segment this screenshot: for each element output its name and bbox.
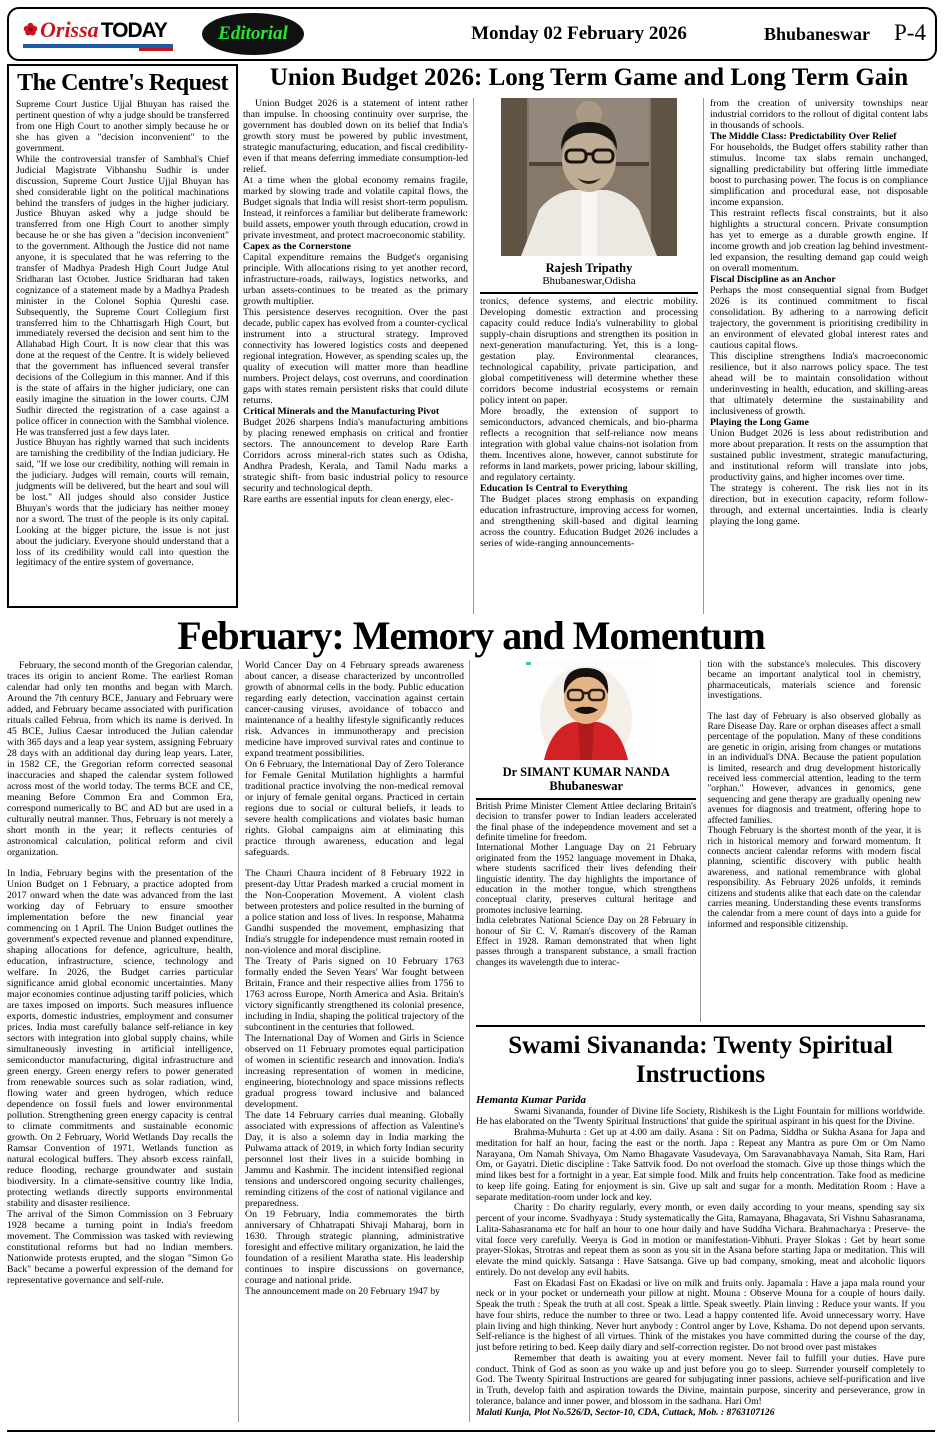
author-photo-block	[480, 98, 698, 294]
paragraph: India celebrates National Science Day on 28 February in honour of Sir C. V. Raman's discovery of the Raman Effect in 1928. Raman demonstrated that when light passes through a transparent substance, a small fraction changes its wavelength due to interac-	[476, 916, 697, 968]
section-subhead: Education Is Central to Everything	[480, 482, 628, 494]
article-february	[7, 613, 935, 1430]
paragraph: Though February is the shortest month of the year, it is rich in historical memory and forward momentum. It connects ancient calendar reforms with modern fiscal planning, scientific discovery with public health awareness, and national remembrance with global responsibility. As February 2026 unfolds, it reminds citizens and students alike that each date on the calendar carries meaning. Understanding these events transforms the calendar from a mere count of days into a guide for informed and responsible citizenship.	[707, 826, 921, 930]
paragraph: On 19 February, India commemorates the birth anniversary of Chhatrapati Shivaji Maharaj, born in 1630. Through strategic planning, administrative foresight and effective military organization, he laid the foundation of a resilient Maratha state. His leadership continues to inspire discussions on governance, courage and national pride.	[245, 1209, 464, 1286]
photo-caption-location-2: Bhubaneswar	[549, 779, 624, 794]
paragraph: Remember that death is awaiting you at every moment. Never fail to fulfill your duties. Have pure conduct. Think of God as soon as you wake up and just before you go to sleep. Surrender yourself completely to God. The Twenty Spiritual Instructions are geared for subjugating inner passions, achieve self-purification and live in Truth, develop faith and aspiration towards the Divine, maintain purpose, sincerity and perseverance, grow in tolerance, balance and inner power, and blossom in the sadhana. Hari Om!	[476, 1352, 925, 1407]
paragraph: This restraint reflects fiscal constraints, but it also highlights a structural concern. Private consumption has yet to emerge as a durable growth engine. If income growth and job creation lag behind investment-led expansion, the resulting demand gap could weigh on overall momentum.	[710, 207, 928, 274]
union-budget-col-2	[473, 98, 703, 614]
editorial-badge	[202, 13, 304, 55]
section-subhead: Critical Minerals and the Manufacturing Pivot	[243, 405, 440, 417]
flower-icon	[23, 22, 38, 37]
paragraph: February, the second month of the Gregorian calendar, traces its origin to ancient Rome. The earliest Roman calendar had only ten months and began with March. Around the 7th century BCE, January and February were added, and February became associated with purification rituals called Februa, from which its name is derived. In 45 BCE, Julius Caesar introduced the Julian calendar with 365 days and a leap year system, assigning February 28 days with an additional day during leap years. Later, in 1582 CE, the Gregorian reform corrected seasonal inaccuracies and shaped the calendar system followed across most of the world today. The terms BCE and CE, meaning Before Common Era and Common Era, correspond numerically to BC and AD but are used in a culturally neutral manner. Thus, February is not merely a short month in the year; it reflects centuries of astronomical calculation, political reform and civil organization.	[7, 660, 233, 858]
paragraph: Brahma-Muhurta : Get up at 4.00 am daily. Asana : Sit on Padma, Siddha or Sukha Asana for Japa and meditation for half an hour, facing the east or the north. Japa : Repeat any Mantra as pure Om or Om Namo Narayana, Om Namah Shivaya, Om Namo Bhagavate Vasudevaya, Om Saravanabhavaya Namah, Sita Ram, Hari Om, or Gayatri. Dietic discipline : Take Sattvik food. Do not overload the stomach. Give up those things which the mind likes best for a fortnight in a year. Eat simple food. Milk and fruits help concentration. Take food as medicine to keep life going. Eating for enjoyment is sin. Give up salt and sugar for a month. Meditation Room : Have a separate meditation-room under lock and key.	[476, 1127, 925, 1203]
logo-underline	[23, 44, 173, 48]
paragraph: The arrival of the Simon Commission on 3 February 1928 became a turning point in India's freedom movement. The Commission was tasked with reviewing constitutional reforms but had no Indian members. Nationwide protests erupted, and the slogan "Simon Go Back" became a powerful expression of the demand for representative governance and self-rule.	[7, 1209, 233, 1286]
february-col-3	[476, 660, 700, 1022]
paragraph: from the creation of university townships near industrial corridors to the rollout of digital content labs in thousands of schools.	[710, 97, 928, 131]
section-subhead: The Middle Class: Predictability Over Relief	[710, 130, 897, 142]
article-centres-request	[7, 64, 238, 608]
february-right-half	[469, 660, 925, 1422]
union-budget-col-2-text	[480, 296, 698, 549]
edition-city: Bhubaneswar	[763, 24, 871, 44]
paragraph: Union Budget 2026 is less about redistribution and more about preparation. It rests on the assumption that sustained public investment, strategic manufacturing, and institutional reform will translate into jobs, productivity gains, and higher incomes over time.	[710, 427, 928, 483]
paragraph: The strategy is coherent. The risk lies not in its direction, but in execution capacity, reform follow-through, and external uncertainties. India is clearly playing the long game.	[710, 482, 928, 527]
paragraph: More broadly, the extension of support to semiconductors, advanced chemicals, and bio-pharma reflects a recognition that self-reliance now means integration with global value chains-not isolation from them. Incentives alone, however, cannot substitute for reforms in land markets, power pricing, labour skilling, and regulatory certainty.	[480, 405, 698, 483]
paragraph: The International Day of Women and Girls in Science observed on 11 February promotes equal participation of women in scientific research and innovation. India's increasing representation of women in medicine, engineering, biotechnology and space missions reflects gradual progress toward inclusive and balanced development.	[245, 1033, 464, 1110]
paragraph: Charity : Do charity regularly, every month, or even daily according to your means, spending say six percent of your income. Svadhyaya : Study systematically the Gita, Ramayana, Bhagavata, Sri Vishnu Sahasranama, Lalita-Sahasranama etc for half an hour to one hour daily and have Suddha Vichara. Brahmacharya : Preserve- the vital force very carefully. Veerya is God in motion or manifestation-Vibhuti. Prayer Slokas : Get by heart some prayer-Slokas, Strotras and repeat them as soon as you sit in the Asana before starting Japa or meditation. This will elevate the mind quickly. Satsanga : Have Satsanga. Give up bad company, smoking, meat and alcoholic liquors entirely. Do not develop any evil habits.	[476, 1202, 925, 1278]
logo-tagline-mark	[139, 48, 173, 51]
editorial-badge-label: Editorial	[218, 23, 288, 44]
article-union-budget	[243, 64, 935, 620]
february-col-2	[238, 660, 469, 1422]
section-subhead: Capex as the Cornerstone	[243, 240, 352, 252]
section-subhead: Fiscal Discipline as an Anchor	[710, 273, 836, 285]
sivananda-body	[476, 1107, 925, 1419]
paragraph: For households, the Budget offers stability rather than stimulus. Income tax slabs remain unchanged, signalling predictability but offering little immediate boost to purchasing power. The focus is on compliance simplification and procedural ease, not disposable income expansion.	[710, 141, 928, 208]
rajesh-tripathy-photo	[501, 98, 677, 256]
paragraph: This persistence deserves recognition. Over the past decade, public capex has evolved from a counter-cyclical instrument into a structural strategy. Improved connectivity has lowered logistics costs and deepened regional integration. However, as spending scales up, the quality of execution will matter more than headline numbers. Project delays, cost overruns, and coordination gaps with states remain persistent risks that could dilute returns.	[243, 306, 468, 406]
paragraph: The announcement made on 20 February 1947 by	[245, 1286, 441, 1297]
paragraph: Swami Sivananda, founder of Divine life Society, Rishikesh is the Light Fountain for millions worldwide. He has elaborated on the 'Twenty Spiritual Instructions' that guide the spiritual aspirant in his quest for the Divine.	[476, 1105, 925, 1128]
february-col-3-text	[476, 802, 696, 969]
paragraph: The last day of February is also observed globally as Rare Disease Day. Rare or orphan diseases affect a small percentage of the population. Many of these conditions are genetic in origin, arising from changes or mutations in an individual's DNA. Because the patient population is limited, research and drug development historically received less commercial attention, leading to the term "orphan." However, advances in genomics, gene sequencing and gene therapy are gradually opening new avenues for diagnosis and treatment, offering hope to affected families.	[707, 711, 921, 826]
caption-divider-2	[476, 798, 696, 800]
sivananda-title-line2: Instructions	[635, 1060, 766, 1088]
paragraph: World Cancer Day on 4 February spreads awareness about cancer, a disease characterized by uncontrolled growth of abnormal cells in the body. Public education regarding early detection, vaccination against certain cancer-causing viruses, avoidance of tobacco and maintenance of a healthy lifestyle significantly reduces risk. Advances in immunotherapy and precision medicine have improved survival rates and continue to expand treatment possibilities.	[245, 660, 464, 759]
photo-caption-location: Bhubaneswar,Odisha	[542, 274, 636, 287]
paragraph: At a time when the global economy remains fragile, marked by slowing trade and volatile capital flows, the Budget signals that India will resist short-term populism. Instead, it reinforces a familiar but deliberate framework: build assets, empower youth through education, crowd in private investment, and protect macroeconomic stability.	[243, 174, 468, 241]
paragraph: This discipline strengthens India's macroeconomic resilience, but it also narrows policy space. The test ahead will be to maintain consolidation without underinvesting in health, education, and skilling-areas that ultimately determine the sustainability and inclusiveness of growth.	[710, 350, 928, 417]
paragraph: Capital expenditure remains the Budget's organising principle. With allocations rising to yet another record, infrastructure-roads, railways, logistics networks, and urban assets-continues to be treated as the primary growth multiplier.	[243, 251, 468, 307]
paragraph: The Budget places strong emphasis on expanding education infrastructure, improving access for women, and strengthening skill-based and digital learning across the country. Education Budget 2026 includes a series of wide-ranging announcements-	[480, 493, 698, 549]
union-budget-title: Union Budget 2026: Long Term Game and Long Term Gain	[269, 64, 909, 91]
paragraph: On 6 February, the International Day of Zero Tolerance for Female Genital Mutilation highlights a harmful traditional practice involving the non-medical removal or injury of female genital organs. Practiced in certain regions due to social or cultural beliefs, it leads to severe health complications and violates basic human rights. Global campaigns aim at eliminating this practice through awareness, education and legal safeguards.	[245, 759, 464, 858]
photo-caption-name-2: Dr SIMANT KUMAR NANDA	[502, 765, 670, 779]
paragraph: Fast on Ekadasi Fast on Ekadasi or live on milk and fruits only. Japamala : Have a japa mala round your neck or in your pocket or underneath your pillow at night. Mouna : Observe Mouna for a couple of hours daily. Speak the truth : Speak the truth at all cost. Speak a little. Speak sweetly. Plain linving : Reduce your wants. If you have four shirts, reduce the number to three or two. Lead a happy contented life. Avoid unnecessary worry. Have plain living and high thinking. Never hurt anybody : Control anger by Love, Kshama. Do not depend upon servants. Self-reliance is the highest of all virtues. Think of the mistakes you have committed during the course of the day, just before retiring to bed. Keep daily diary and self-correction register. Do not brood over past mistakes	[476, 1277, 925, 1353]
masthead	[7, 7, 937, 61]
centres-request-body	[16, 100, 229, 569]
paragraph: tronics, defence systems, and electric mobility. Developing domestic extraction and processing capacity could reduce India's vulnerability to global supply-chain disruptions and strengthen its position in next-generation manufacturing. Yet, this is a long-gestation play. Environmental clearances, technological capability, private participation, and global competitiveness will determine whether these corridors become industrial ecosystems or remain policy intent on paper.	[480, 295, 698, 406]
paragraph: tion with the substance's molecules. This discovery became an important analytical tool in chemistry, pharmaceuticals, materials science and forensic investigations.	[707, 660, 921, 702]
paragraph: In India, February begins with the presentation of the Union Budget on 1 February, a practice adopted from 2017 onward when the date was advanced from the last working day of February to ensure smoother implementation before the new financial year commencing on 1 April. The Union Budget outlines the government's expected revenue and planned expenditure, shaping allocations for defence, agriculture, health, education, infrastructure, science, technology and welfare. In 2026, the Budget carries particular significance amid global economic uncertainties. Many major economies continue adjusting tariff policies, which are taxes imposed on imports. Such measures influence exports, domestic industries, employment and consumer prices. India must carefully balance self-reliance in key sectors with integration into global supply chains, while simultaneously investing in artificial intelligence, semiconductor manufacturing, digital infrastructure and green energy. Green energy refers to power generated from renewable sources such as solar radiation, wind, flowing water and green hydrogen, which reduce dependence on fossil fuels and lower environmental pollution. Strengthening green energy capacity is central to climate commitments and sustainable economic growth. On 2 February, World Wetlands Day recalls the Ramsar Convention of 1971. Wetlands function as natural ecological buffers. They absorb excess rainfall, reduce flooding, recharge groundwater and sustain biodiversity. In a climate-sensitive country like India, protecting wetlands directly supports environmental stability and disaster resilience.	[7, 868, 233, 1209]
photo-caption-name: Rajesh Tripathy	[545, 260, 633, 275]
paragraph: Rare earths are essential inputs for clean energy, elec-	[243, 493, 454, 505]
paragraph: While the controversial transfer of Sambhal's Chief Judicial Magistrate Vibhanshu Sudhir is under discussion, Supreme Court Justice Ujjal Bhuyan has shed considerable light on the political machinations behind the transfers of judges in the higher judiciary. Justice Bhuyan asked why a judge should be transferred from one High Court to another simply because he or she has given a "decision inconvenient" to the government. Although the Justice did not name anyone, it is speculated that he was referring to the transfer of Madhya Pradesh High Court Judge Atul Sridharan last October. Justice Sridharan had taken cognizance of a statement made by a Madhya Pradesh minister in the Colonel Sophia Qureshi case. Subsequently, the Supreme Court Collegium first transferred him to the Chhattisgarh High Court, but immediately reversed the decision and sent him to the Allahabad High Court. It is now clear that this was done at the request of the Centre. It is widely believed that the government has influenced several transfer decisions of the Collegium in this manner. And if this is the state of affairs in the higher judiciary, one can easily imagine the situation in the lower courts. CJM Sudhir directed the registration of a case against a police officer in connection with the Sambhal violence. He was transferred just a few days later.	[16, 153, 229, 438]
paragraph: The date 14 February carries dual meaning. Globally associated with expressions of affection as Valentine's Day, it is also a solemn day in India marking the Pulwama attack of 2019, in which forty Indian security personnel lost their lives in a suicide bombing in Jammu and Kashmir. The incident intensified regional tensions and underscored ongoing security challenges, reminding citizens of the cost of national vigilance and preparedness.	[245, 1110, 464, 1209]
paragraph: British Prime Minister Clement Attlee declaring Britain's decision to transfer power to Indian leaders accelerated the final phase of the independence movement and set a definite timeline for freedom.	[476, 801, 697, 843]
february-title: February: Memory and Momentum	[177, 613, 765, 658]
article-sivananda	[476, 1025, 925, 1418]
paragraph: The Chauri Chaura incident of 8 February 1922 in present-day Uttar Pradesh marked a crucial moment in the Non-Cooperation Movement. A violent clash between protesters and police resulted in the burning of a police station and loss of lives. In response, Mahatma Gandhi suspended the movement, emphasizing that India's struggle for independence must remain rooted in non-violence and moral discipline.	[245, 868, 464, 956]
paragraph: International Mother Language Day on 21 February originated from the 1952 language movement in Dhaka, where students sacrificed their lives defending their linguistic identity. The day highlights the importance of education in the mother tongue, which strengthens conceptual clarity, preserves cultural heritage and promotes inclusive learning.	[476, 843, 697, 916]
edition-date: Monday 02 February 2026	[471, 23, 687, 44]
sivananda-byline: Hemanta Kumar Parida	[476, 1093, 587, 1106]
paragraph: Malati Kunja, Plot No.526/D, Sector-10, CDA, Cuttack, Mob. : 8763107126	[476, 1406, 775, 1418]
caption-divider	[480, 292, 698, 294]
union-budget-col-3	[703, 98, 933, 614]
page-number: P-4	[894, 20, 926, 45]
sivananda-title-line1: Swami Sivananda: Twenty Spiritual	[508, 1032, 893, 1059]
paragraph: Supreme Court Justice Ujjal Bhuyan has raised the pertinent question of why a judge should be transferred from one High Court to another simply because he or she has given a "decision inconvenient" to the government.	[16, 99, 229, 155]
paragraph: Perhaps the most consequential signal from Budget 2026 is its continued commitment to fiscal consolidation. By adhering to a narrowing deficit trajectory, the government is prioritising credibility in an environment of elevated global interest rates and cautious capital flows.	[710, 284, 928, 351]
paragraph: The Treaty of Paris signed on 10 February 1763 formally ended the Seven Years' War fought between Britain, France and their respective allies from 1756 to 1763 across Europe, North America and Asia. Britain's victory significantly strengthened its colonial presence, including in India, shaping the political trajectory of the subcontinent in the centuries that followed.	[245, 956, 465, 1033]
february-col-1	[7, 660, 238, 1422]
logo-orissa-text: Orissa	[40, 17, 99, 42]
union-budget-col-1	[243, 98, 473, 614]
section-subhead: Playing the Long Game	[710, 416, 809, 428]
author-photo-block-2	[476, 660, 696, 800]
page-bottom-rule	[7, 1430, 935, 1432]
sivananda-title	[476, 1032, 925, 1090]
february-col-4	[700, 660, 925, 1022]
paragraph: Budget 2026 sharpens India's manufacturing ambitions by placing renewed emphasis on critical and frontier sectors. The announcement to develop Rare Earth Corridors across mineral-rich states such as Odisha, Andhra Pradesh, Kerala, and Tamil Nadu marks a strategic shift- from basic industrial policy to resource security and technological depth.	[243, 416, 468, 494]
simant-kumar-nanda-photo	[522, 660, 650, 760]
paragraph: Justice Bhuyan has rightly warned that such incidents are tarnishing the credibility of the Indian judiciary. He said, "If we lose our credibility, nothing will remain in the judiciary. Judges will remain, courts will remain, judgments will be delivered, but the heart and soul will be lost." All judges should also consider Justice Bhuyan's words that the judiciary has neither money nor a sword. The trust of the people is its only capital. Looking at the bigger picture, the issue is not just about the judiciary. Everyone should understand that a loss of its credibility would call into question the legitimacy of the entire system of governance.	[16, 437, 229, 569]
logo-today-text: TODAY	[100, 19, 167, 42]
orissa-today-logo	[23, 17, 183, 48]
paragraph: Union Budget 2026 is a statement of intent rather than impulse. In choosing continuity over surprise, the government has doubled down on its belief that India's growth story must be powered by public investment, strategic manufacturing, education, and fiscal credibility- even if that means deferring immediate consumption-led relief.	[243, 97, 468, 175]
centres-request-title: The Centre's Request	[17, 70, 228, 96]
